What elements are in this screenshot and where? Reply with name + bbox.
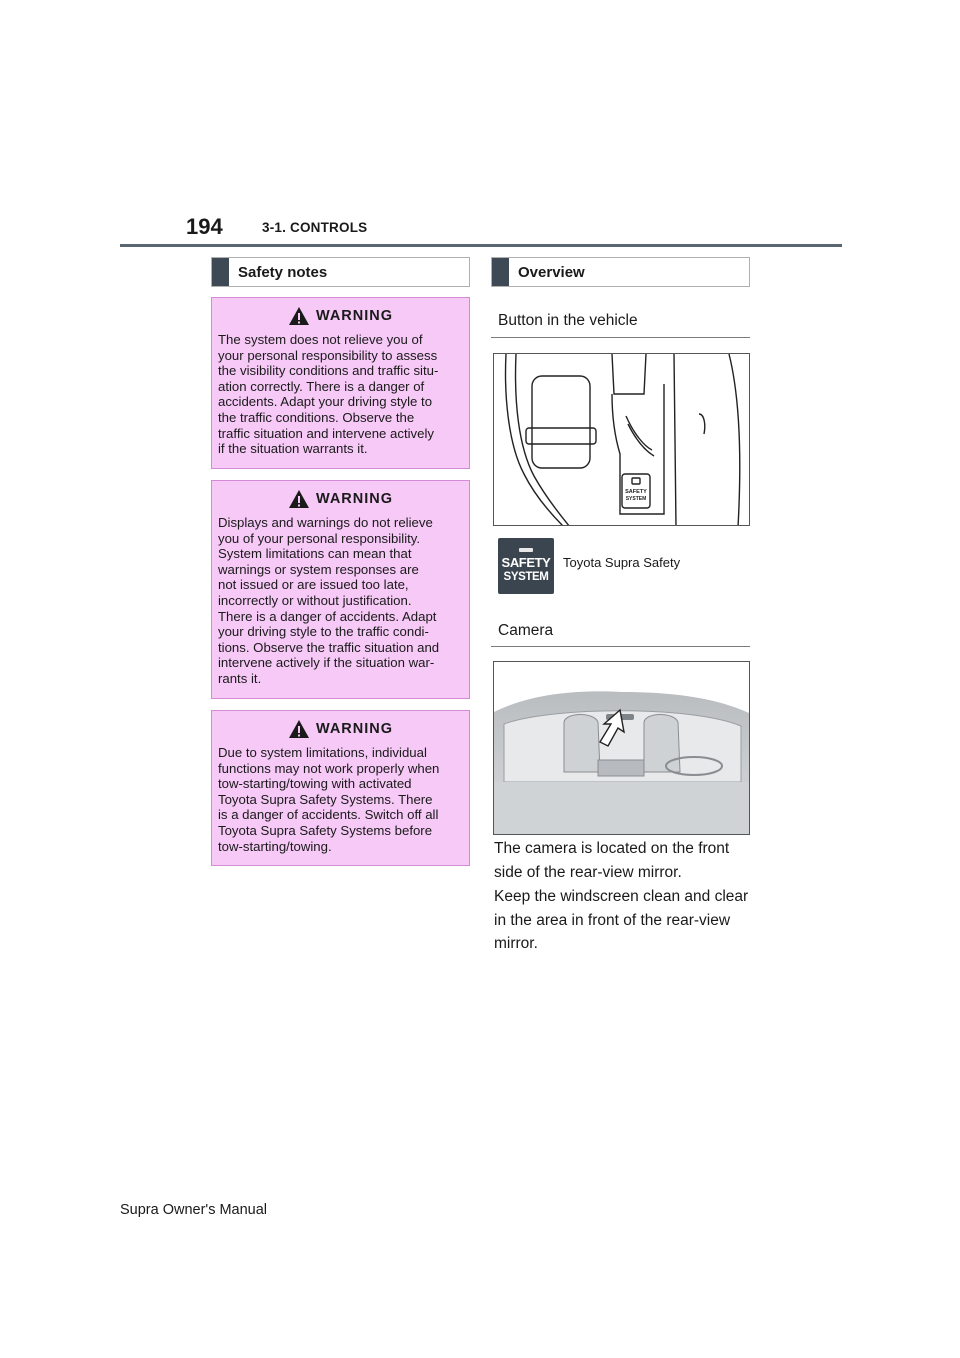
header-rule bbox=[120, 244, 842, 247]
footer-text: Supra Owner's Manual bbox=[120, 1202, 268, 1218]
warning-title: WARNING bbox=[315, 721, 394, 737]
warning-box-3 bbox=[211, 710, 470, 866]
warning-title: WARNING bbox=[315, 491, 394, 507]
console-drawing bbox=[494, 354, 750, 526]
page-number: 194 bbox=[186, 214, 223, 239]
subheading-button: Button in the vehicle bbox=[498, 312, 638, 329]
warning-text: The system does not relieve you of your personal responsibility to assess the visibility conditions and traffic situ- ation correctly. There is a danger of accidents. Adapt your driving style to the traffic conditions. Observe the traffic situation and intervene actively if the situation warrants it. bbox=[218, 332, 439, 457]
subheading-rule bbox=[491, 337, 750, 338]
svg-text:SYSTEM: SYSTEM bbox=[625, 496, 647, 502]
section-header-safety-notes bbox=[211, 257, 470, 287]
safety-icon-text: SAFETY SYSTEM bbox=[501, 555, 551, 583]
warning-text: Displays and warnings do not relieve you of your personal responsibility. System limitations can mean that warnings or system responses are not issued or are issued too late, incorrectly or without justification. There is a danger of accidents. Adapt your driving style to the traffic condi- tions. Observe the traffic situation and intervene actively if the situation war- rants it. bbox=[218, 515, 440, 686]
warning-box-1 bbox=[211, 297, 470, 469]
section-title: Overview bbox=[518, 263, 585, 281]
console-safety-text: SAFETY bbox=[625, 489, 647, 495]
section-tab bbox=[492, 258, 509, 286]
warning-triangle-icon bbox=[288, 306, 310, 326]
button-location-illustration bbox=[493, 353, 750, 526]
warning-text: Due to system limitations, individual functions may not work properly when tow-starting/towing with activated Toyota Supra Safety Systems. There is a danger of accidents. Switch off all Toyota Supra Safety Systems before tow-starting/towing. bbox=[218, 745, 440, 854]
warning-triangle-icon bbox=[288, 719, 310, 739]
camera-paragraph-2: Keep the windscreen clean and clear in the area in front of the rear-view mirror. bbox=[494, 888, 749, 952]
safety-system-button-icon bbox=[498, 538, 554, 594]
subheading-camera: Camera bbox=[498, 622, 554, 639]
car-interior-drawing bbox=[494, 662, 750, 835]
warning-triangle-icon bbox=[288, 489, 310, 509]
button-label: Toyota Supra Safety bbox=[563, 555, 681, 570]
section-title: Safety notes bbox=[238, 263, 328, 281]
camera-paragraph-1: The camera is located on the front side of the rear-view mirror. bbox=[494, 840, 730, 881]
camera-location-illustration bbox=[493, 661, 750, 835]
subheading-rule bbox=[491, 646, 750, 647]
warning-box-2 bbox=[211, 480, 470, 699]
section-header-overview bbox=[491, 257, 750, 287]
warning-title: WARNING bbox=[315, 308, 394, 324]
section-tab bbox=[212, 258, 229, 286]
chapter-title: 3-1. CONTROLS bbox=[262, 220, 368, 235]
